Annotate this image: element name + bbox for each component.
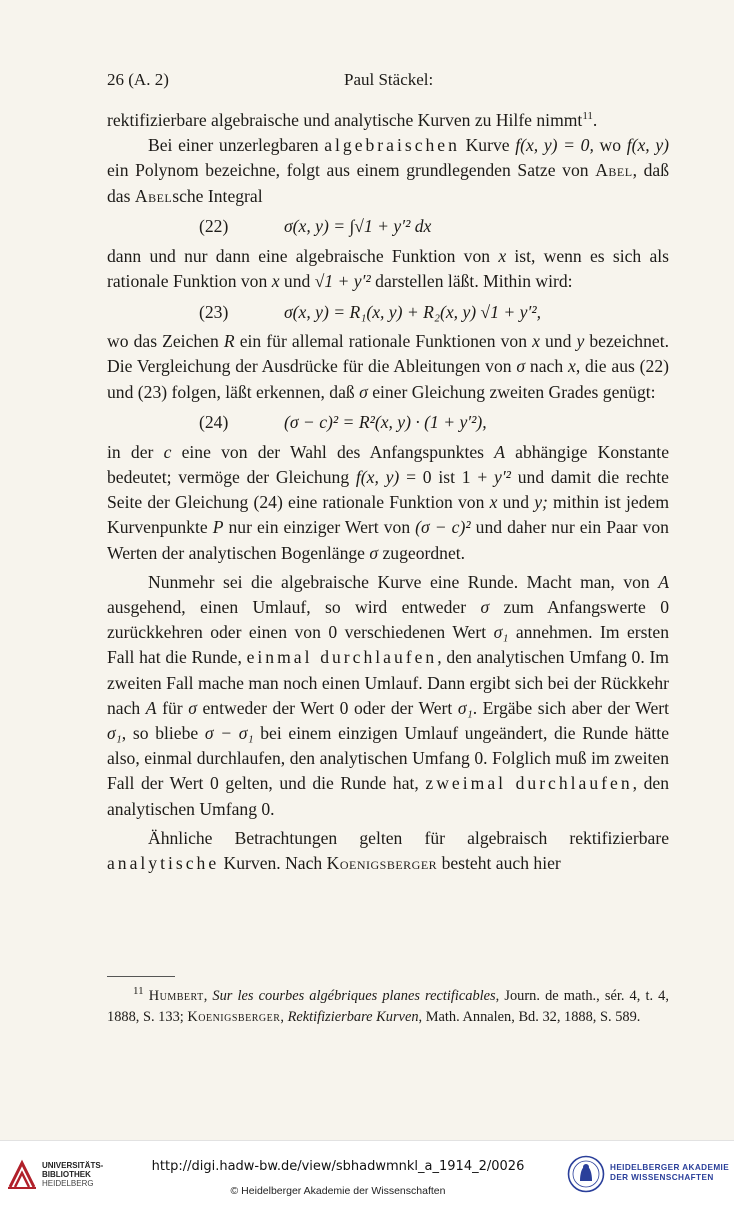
equation-22: (22) σ(x, y) = ∫√1 + y′² dx — [199, 216, 432, 237]
equation-24: (24) (σ − c)² = R²(x, y) · (1 + y′²), — [199, 412, 487, 433]
footnote: $^{11}$ Humbert, Sur les courbes algébriques planes rectificables, Journ. de math., sér. 4, t. 4, 1888, S. 133; Koenigsberger, Rektifizierbare Kurven, Math. Annalen, Bd. 32, 1888, S. 589. — [107, 985, 669, 1025]
paragraph-5: in der c eine von der Wahl des Anfangspunktes A abhängige Konstante bedeutet; vermöge der Gleichung f(x, y) = 0 ist 1 + y′² und damit die rechte Seite der Gleichung (24) eine rationale Funktion von x und y; mithin ist jedem Kurvenpunkte P nur ein einziger Wert von (σ − c)² und daher nur ein Paar von Werten der analytischen Bogenlänge σ zugeordnet. — [107, 441, 670, 563]
paragraph-4: wo das Zeichen R ein für allemal rationale Funktionen von x und y bezeichnet. Die Vergleichung der Ausdrücke für die Ableitungen von σ nach x, die aus (22) und (23) folgen, läßt erkennen, daß σ einer Gleichung zweiten Grades genügt: — [107, 331, 669, 402]
paragraph-6: Nunmehr sei die algebraische Kurve eine Runde. Macht man, von A ausgehend, einen Umlauf, so wird entweder σ zum Anfangswerte 0 zurückkehren oder einen von 0 verschiedenen Wert σ₁ annehmen. Im ersten Fall hat die Runde, einmal durchlaufen, den analytischen Umfang 0. Im zweiten Fall mache man noch einen Umlauf. Dann ergibt sich bei der Rückkehr nach A für σ entweder der Wert 0 oder der Wert σ₁. Ergäbe sich aber der Wert σ₁, so bliebe σ − σ₁ bei einem einzigen Umlauf ungeändert, die Runde hätte also, einmal durchlaufen, den analytischen Umfang 0. Folglich muß im zweiten Fall der Wert 0 gelten, und die Runde hat, zweimal durchlaufen, den analytischen Umfang 0. — [107, 571, 670, 819]
paragraph-1: rektifizierbare algebraische und analytische Kurven zu Hilfe nimmt$^{11}$. — [107, 110, 598, 130]
footnote-rule — [107, 976, 175, 977]
equation-23: (23) σ(x, y) = R₁(x, y) + R₂(x, y) √1 + y′², — [199, 301, 541, 322]
permalink-url[interactable]: http://digi.hadw-bw.de/view/sbhadwmnkl_a_1914_2/0026 — [151, 1159, 525, 1174]
university-library-logo-icon[interactable] — [6, 1159, 38, 1191]
running-header — [107, 70, 667, 90]
academy-seal-icon[interactable] — [567, 1155, 605, 1193]
body-text — [107, 108, 669, 876]
academy-name: HEIDELBERGER AKADEMIE DER WISSENSCHAFTEN — [610, 1163, 730, 1182]
footnote-number: 11 — [133, 985, 144, 998]
running-title: Paul Stäckel: — [344, 70, 434, 89]
paragraph-7: Ähnliche Betrachtungen gelten für algebraisch rektifizierbare analytische Kurven. Nach Koenigsberger besteht auch hier — [107, 827, 669, 874]
viewer-footer — [0, 1140, 734, 1206]
paragraph-3: dann und nur dann eine algebraische Funktion von x ist, wenn es sich als rationale Funktion von x und √1 + y′² darstellen läßt. Mithin wird: — [107, 245, 669, 292]
copyright-notice: © Heidelberger Akademie der Wissenschaften — [230, 1185, 446, 1197]
paragraph-2: Bei einer unzerlegbaren algebraischen Kurve f(x, y) = 0, wo f(x, y) ein Polynom bezeichne, folgt aus einem grundlegenden Satze von Abel, daß das Abelsche Integral — [107, 135, 669, 206]
footnote-ref[interactable]: 11 — [582, 110, 593, 123]
page-number: 26 (A. 2) — [107, 70, 169, 89]
university-library-name: UNIVERSITÄTS- BIBLIOTHEK HEIDELBERG — [42, 1161, 104, 1188]
